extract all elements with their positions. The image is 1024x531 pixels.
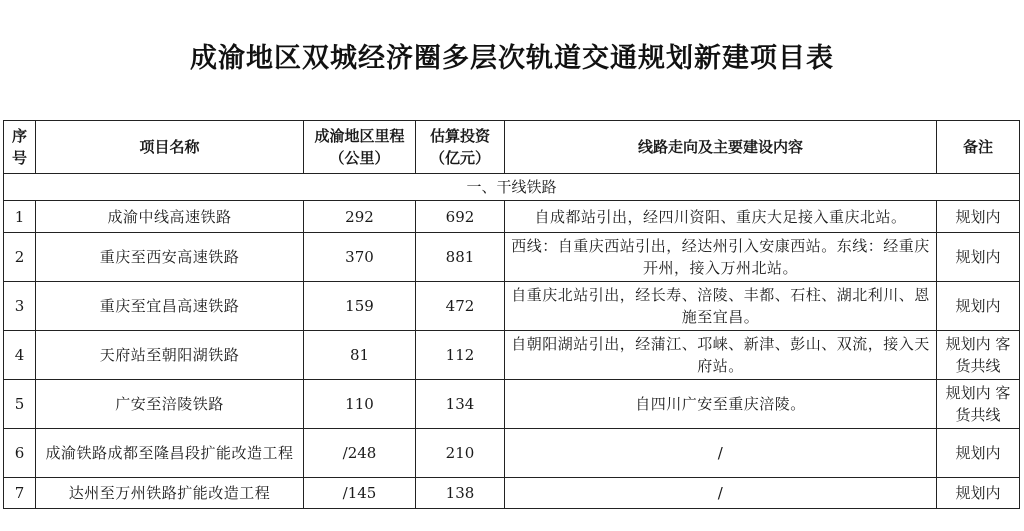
row-route: 自重庆北站引出，经长寿、涪陵、丰都、石柱、湖北利川、恩施至宜昌。 bbox=[505, 282, 937, 331]
row-index: 7 bbox=[4, 478, 36, 509]
row-name: 成渝铁路成都至隆昌段扩能改造工程 bbox=[36, 429, 304, 478]
row-note: 规划内 客货共线 bbox=[937, 380, 1020, 429]
header-name: 项目名称 bbox=[36, 121, 304, 174]
row-length: 370 bbox=[304, 233, 416, 282]
table-row bbox=[4, 282, 1020, 331]
row-index: 2 bbox=[4, 233, 36, 282]
row-name: 达州至万州铁路扩能改造工程 bbox=[36, 478, 304, 509]
row-name: 重庆至西安高速铁路 bbox=[36, 233, 304, 282]
row-length: /248 bbox=[304, 429, 416, 478]
row-index: 1 bbox=[4, 201, 36, 233]
header-investment: 估算投资（亿元） bbox=[416, 121, 505, 174]
table-row bbox=[4, 233, 1020, 282]
header-length: 成渝地区里程（公里） bbox=[304, 121, 416, 174]
row-route: 自朝阳湖站引出，经蒲江、邛崃、新津、彭山、双流，接入天府站。 bbox=[505, 331, 937, 380]
row-investment: 692 bbox=[416, 201, 505, 233]
row-route: 自成都站引出，经四川资阳、重庆大足接入重庆北站。 bbox=[505, 201, 937, 233]
section-row bbox=[4, 174, 1020, 201]
row-note: 规划内 bbox=[937, 233, 1020, 282]
row-note: 规划内 bbox=[937, 282, 1020, 331]
row-route: / bbox=[505, 478, 937, 509]
row-length: 159 bbox=[304, 282, 416, 331]
row-index: 3 bbox=[4, 282, 36, 331]
table-row bbox=[4, 478, 1020, 509]
page-title: 成渝地区双城经济圈多层次轨道交通规划新建项目表 bbox=[190, 43, 834, 74]
table-row bbox=[4, 201, 1020, 233]
row-length: /145 bbox=[304, 478, 416, 509]
project-table bbox=[3, 120, 1020, 509]
row-name: 成渝中线高速铁路 bbox=[36, 201, 304, 233]
row-route: / bbox=[505, 429, 937, 478]
row-investment: 472 bbox=[416, 282, 505, 331]
row-name: 广安至涪陵铁路 bbox=[36, 380, 304, 429]
row-index: 5 bbox=[4, 380, 36, 429]
table-row bbox=[4, 380, 1020, 429]
row-investment: 134 bbox=[416, 380, 505, 429]
section-title: 一、干线铁路 bbox=[4, 174, 1020, 201]
row-investment: 138 bbox=[416, 478, 505, 509]
row-investment: 881 bbox=[416, 233, 505, 282]
row-name: 天府站至朝阳湖铁路 bbox=[36, 331, 304, 380]
table-row bbox=[4, 331, 1020, 380]
row-investment: 112 bbox=[416, 331, 505, 380]
header-note: 备注 bbox=[937, 121, 1020, 174]
row-note: 规划内 bbox=[937, 201, 1020, 233]
row-route: 西线：自重庆西站引出，经达州引入安康西站。东线：经重庆开州，接入万州北站。 bbox=[505, 233, 937, 282]
row-note: 规划内 bbox=[937, 478, 1020, 509]
row-length: 81 bbox=[304, 331, 416, 380]
header-index: 序号 bbox=[4, 121, 36, 174]
table-header-row bbox=[4, 121, 1020, 174]
row-index: 4 bbox=[4, 331, 36, 380]
row-note: 规划内 客货共线 bbox=[937, 331, 1020, 380]
row-investment: 210 bbox=[416, 429, 505, 478]
row-length: 292 bbox=[304, 201, 416, 233]
row-name: 重庆至宜昌高速铁路 bbox=[36, 282, 304, 331]
row-route: 自四川广安至重庆涪陵。 bbox=[505, 380, 937, 429]
row-length: 110 bbox=[304, 380, 416, 429]
row-note: 规划内 bbox=[937, 429, 1020, 478]
table-row bbox=[4, 429, 1020, 478]
header-route: 线路走向及主要建设内容 bbox=[505, 121, 937, 174]
row-index: 6 bbox=[4, 429, 36, 478]
